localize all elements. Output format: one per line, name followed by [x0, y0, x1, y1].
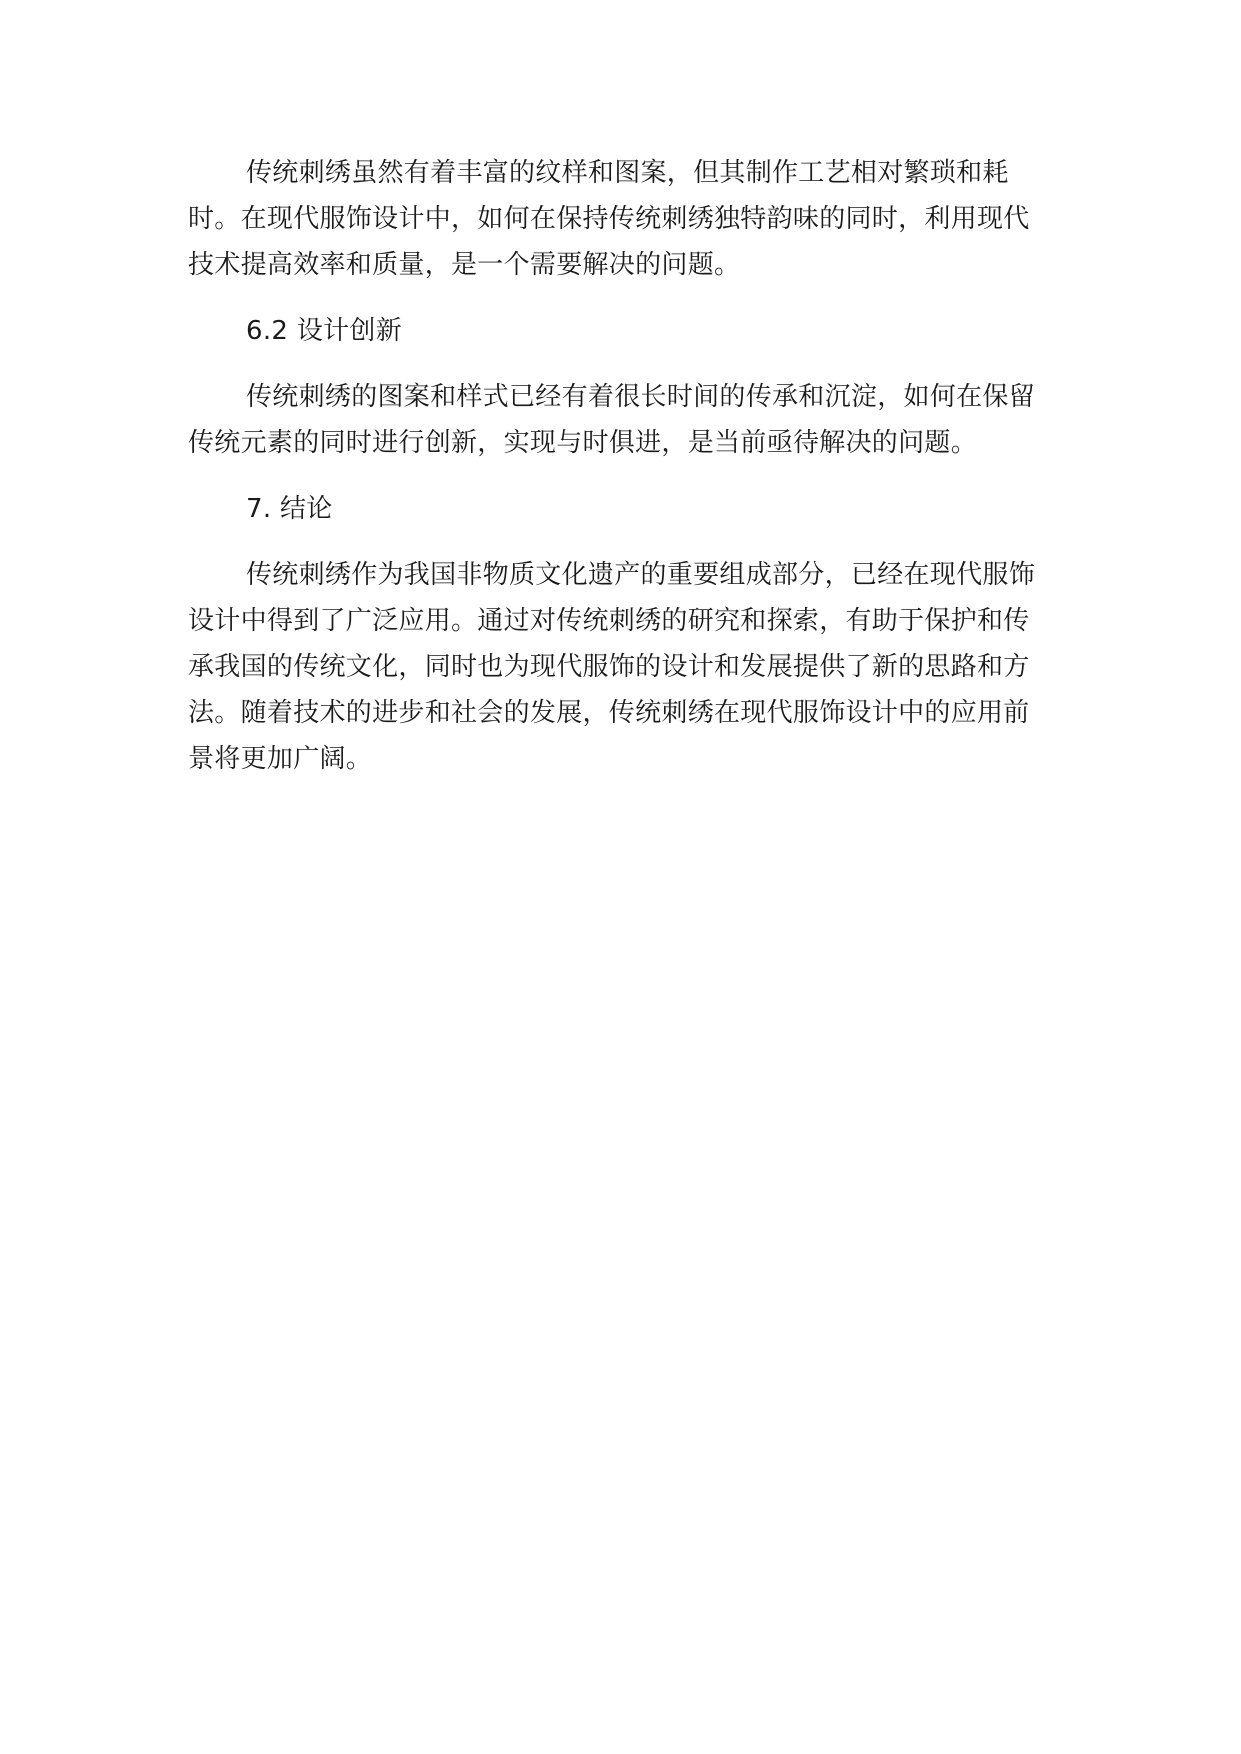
section-heading-conclusion: 7. 结论	[246, 494, 333, 524]
section-heading-design-innovation: 6.2 设计创新	[246, 316, 403, 346]
document-body	[188, 150, 1038, 782]
paragraph-efficiency-challenge: 传统刺绣虽然有着丰富的纹样和图案，但其制作工艺相对繁琐和耗时。在现代服饰设计中，如何在保持传统刺绣独特韵味的同时，利用现代技术提高效率和质量，是一个需要解决的问题。	[188, 158, 1030, 280]
paragraph-design-innovation: 传统刺绣的图案和样式已经有着很长时间的传承和沉淀，如何在保留传统元素的同时进行创新，实现与时俱进，是当前亟待解决的问题。	[188, 382, 1036, 458]
paragraph-conclusion: 传统刺绣作为我国非物质文化遗产的重要组成部分，已经在现代服饰设计中得到了广泛应用。通过对传统刺绣的研究和探索，有助于保护和传承我国的传统文化，同时也为现代服饰的设计和发展提供了新的思路和方法。随着技术的进步和社会的发展，传统刺绣在现代服饰设计中的应用前景将更加广阔。	[188, 560, 1036, 774]
